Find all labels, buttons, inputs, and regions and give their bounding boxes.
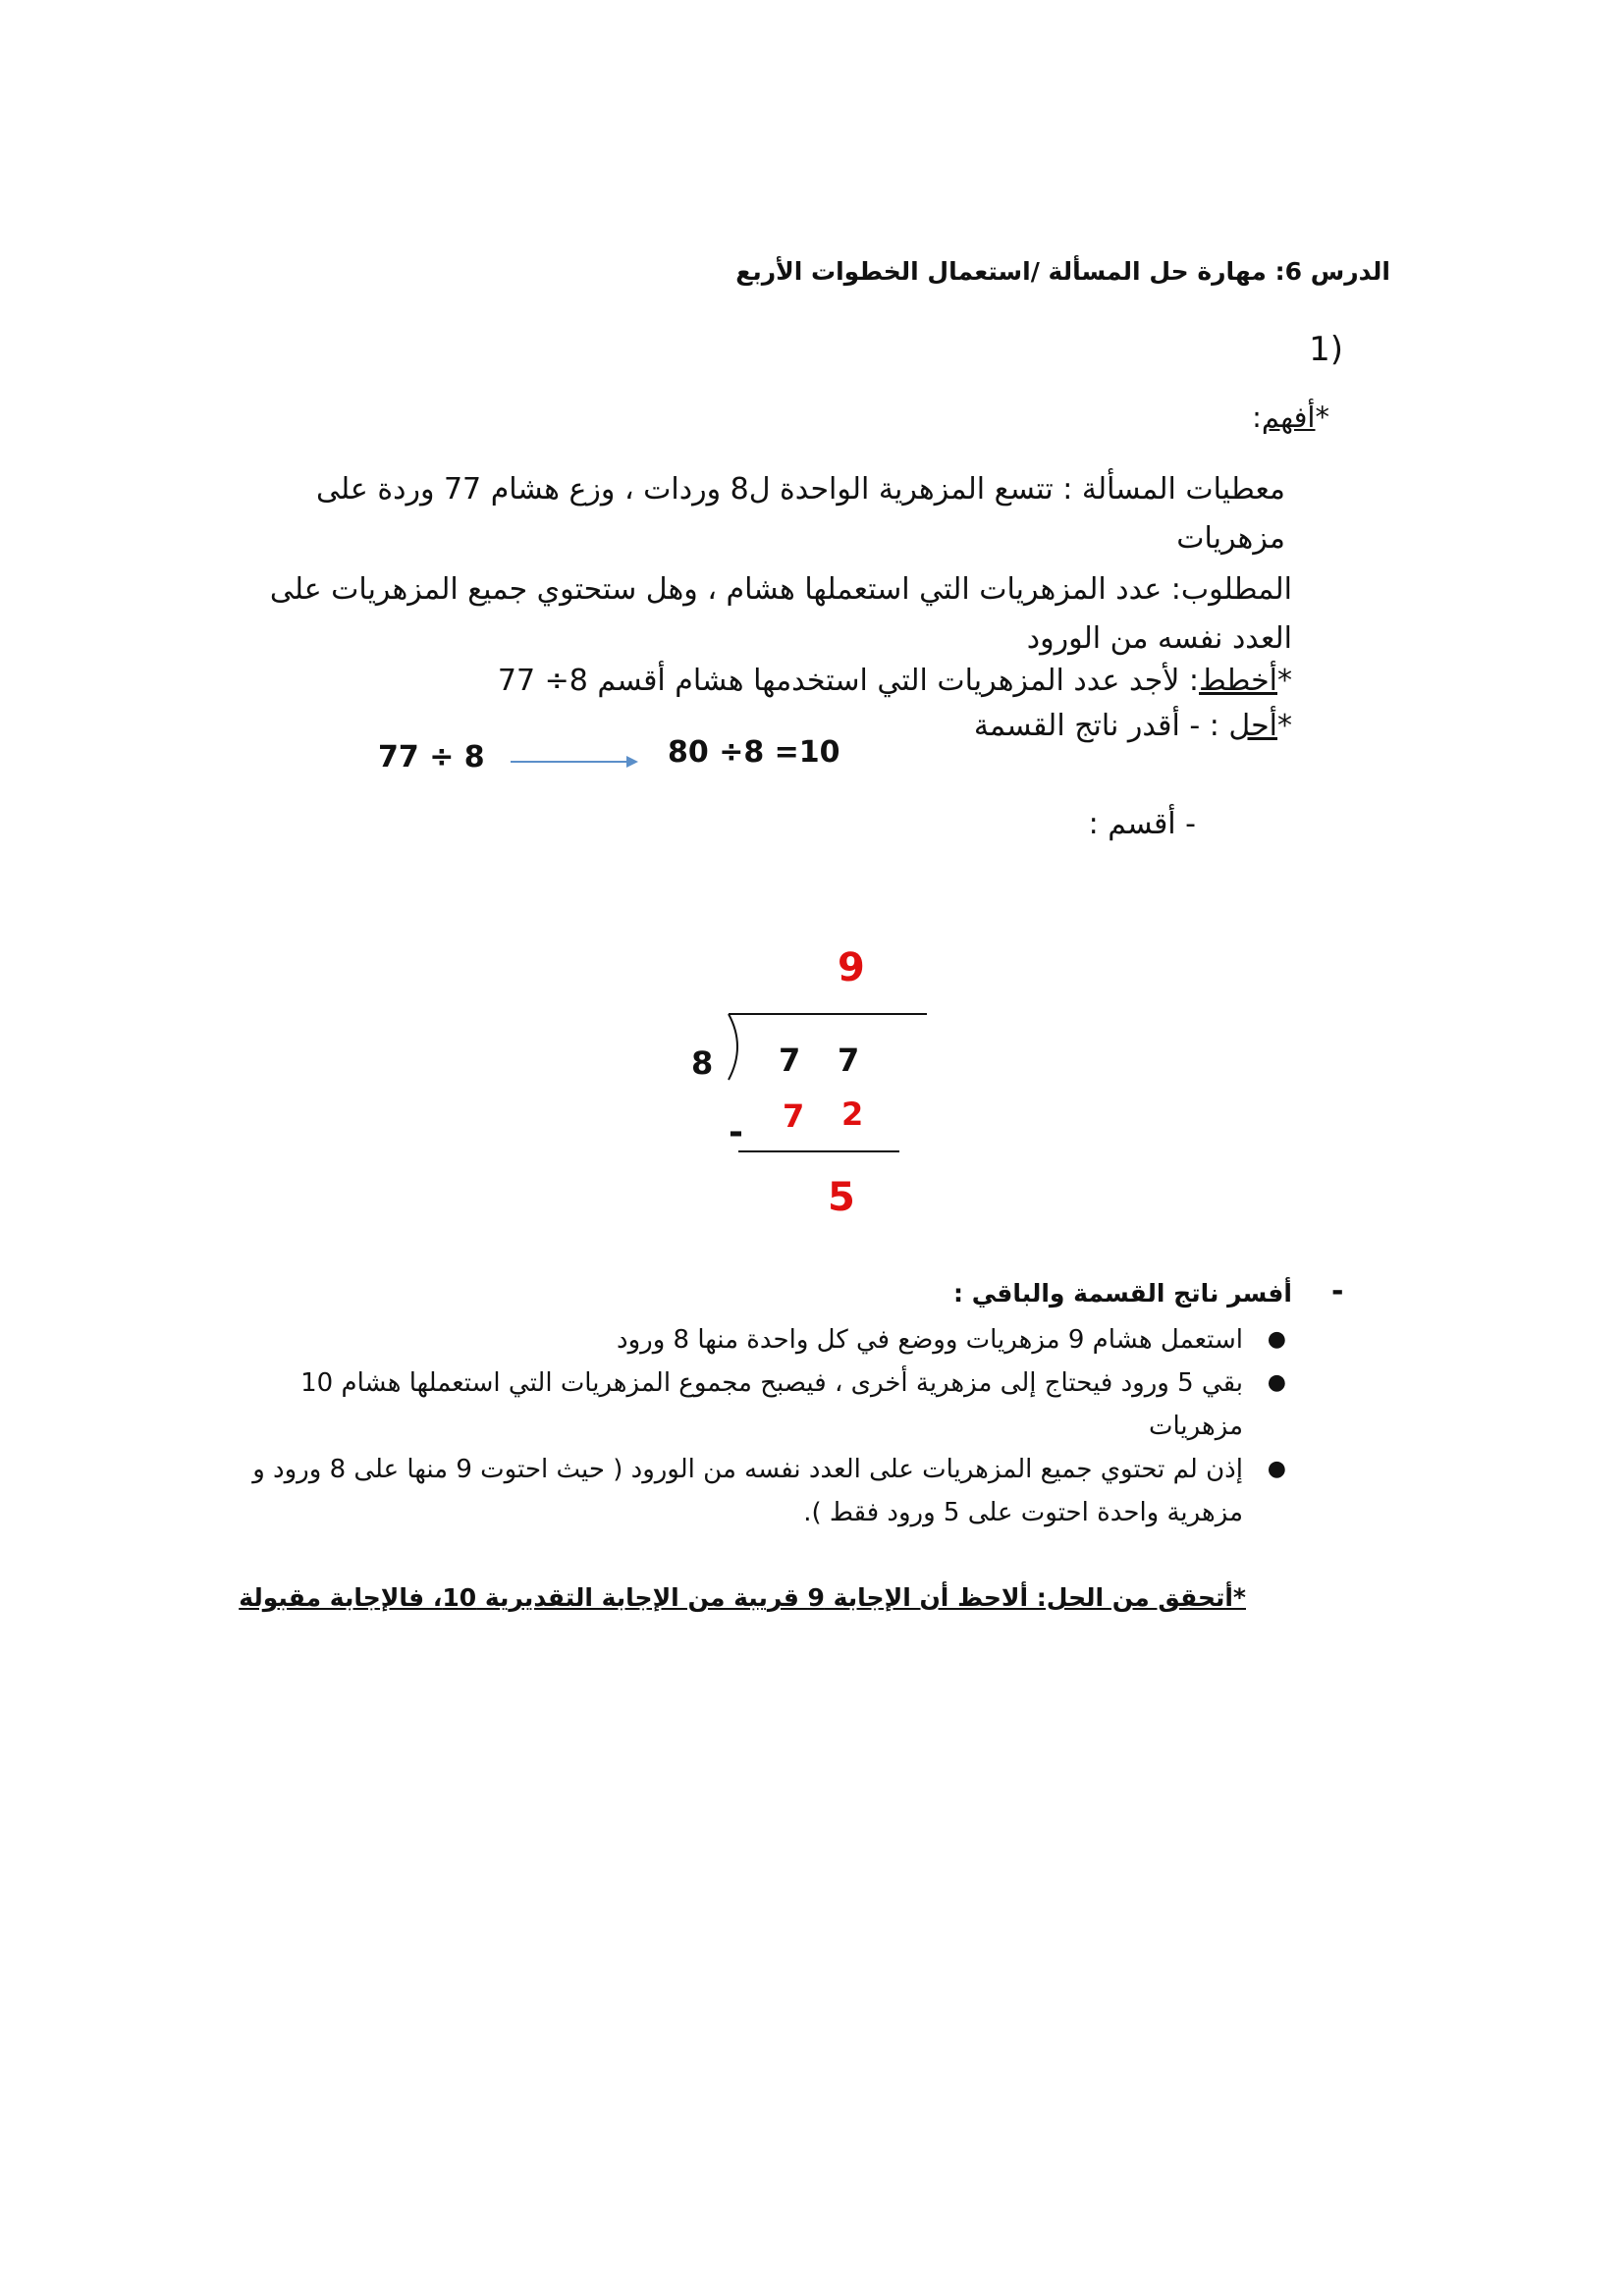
understand-label: أفهم xyxy=(1261,400,1316,434)
product-digit-ones: 2 xyxy=(841,1095,864,1133)
plan-star: * xyxy=(1277,664,1292,698)
explanation-list xyxy=(212,1318,1286,1534)
explain-heading: أفسر ناتج القسمة والباقي : xyxy=(953,1279,1292,1308)
bullet-text: إذن لم تحتوي جميع المزهريات على العدد نفسه من الورود ( حيث احتوت 9 منها على 8 ورود و مزهرية واحدة احتوت على 5 ورود فقط ). xyxy=(252,1455,1243,1527)
list-item xyxy=(212,1318,1286,1362)
estimate-arrow xyxy=(511,752,640,772)
minus-sign: - xyxy=(729,1112,743,1152)
given-paragraph: معطيات المسألة : تتسع المزهرية الواحدة ل8 وردات ، وزع هشام 77 وردة على مزهريات xyxy=(316,472,1285,556)
plan-line xyxy=(498,664,1292,698)
subtraction-line xyxy=(736,1148,903,1154)
required-paragraph: المطلوب: عدد المزهريات التي استعملها هشام ، وهل ستحتوي جميع المزهريات على العدد نفسه من الورود xyxy=(269,572,1292,656)
explain-dash: - xyxy=(1331,1274,1344,1308)
product-digit-tens: 7 xyxy=(783,1097,805,1135)
dividend-digit-ones: 7 xyxy=(838,1041,860,1079)
estimate-result: 80 ÷8 =10 xyxy=(668,735,840,770)
solve-label: أحل xyxy=(1228,709,1277,743)
question-number: 1) xyxy=(1309,330,1343,369)
quotient-digit: 9 xyxy=(838,945,865,990)
lesson-title: الدرس 6: مهارة حل المسألة /استعمال الخطوات الأربع xyxy=(735,257,1390,286)
bullet-text: استعمل هشام 9 مزهريات ووضع في كل واحدة منها 8 ورود xyxy=(617,1325,1243,1355)
solve-star: * xyxy=(1277,709,1292,743)
list-item xyxy=(212,1448,1286,1534)
understand-star: * xyxy=(1315,400,1329,434)
remainder-digit: 5 xyxy=(828,1175,855,1220)
check-solution: *أتحقق من الحل: ألاحظ أن الإجابة 9 قريبة من الإجابة التقديرية 10، فالإجابة مقبولة xyxy=(239,1583,1246,1612)
division-bracket xyxy=(707,1009,933,1088)
solve-text: : - أقدر ناتج القسمة xyxy=(973,709,1229,743)
bullet-icon: ● xyxy=(1267,1457,1286,1481)
bullet-icon: ● xyxy=(1267,1370,1286,1395)
understand-colon: : xyxy=(1252,400,1262,434)
estimate-original: 77 ÷ 8 xyxy=(378,740,485,774)
solve-line xyxy=(974,709,1292,743)
plan-label: أخطط xyxy=(1199,664,1277,698)
plan-text: : لأجد عدد المزهريات التي استخدمها هشام أقسم 8÷ 77 xyxy=(497,664,1200,698)
bullet-text: بقي 5 ورود فيحتاج إلى مزهرية أخرى ، فيصبح مجموع المزهريات التي استعملها هشام 10 مزهريات xyxy=(300,1368,1243,1441)
divisor-digit: 8 xyxy=(691,1044,714,1082)
divide-label: - أقسم : xyxy=(1088,807,1196,841)
bullet-icon: ● xyxy=(1267,1327,1286,1352)
understand-heading xyxy=(1252,400,1329,434)
list-item xyxy=(212,1362,1286,1448)
dividend-digit-tens: 7 xyxy=(779,1041,801,1079)
